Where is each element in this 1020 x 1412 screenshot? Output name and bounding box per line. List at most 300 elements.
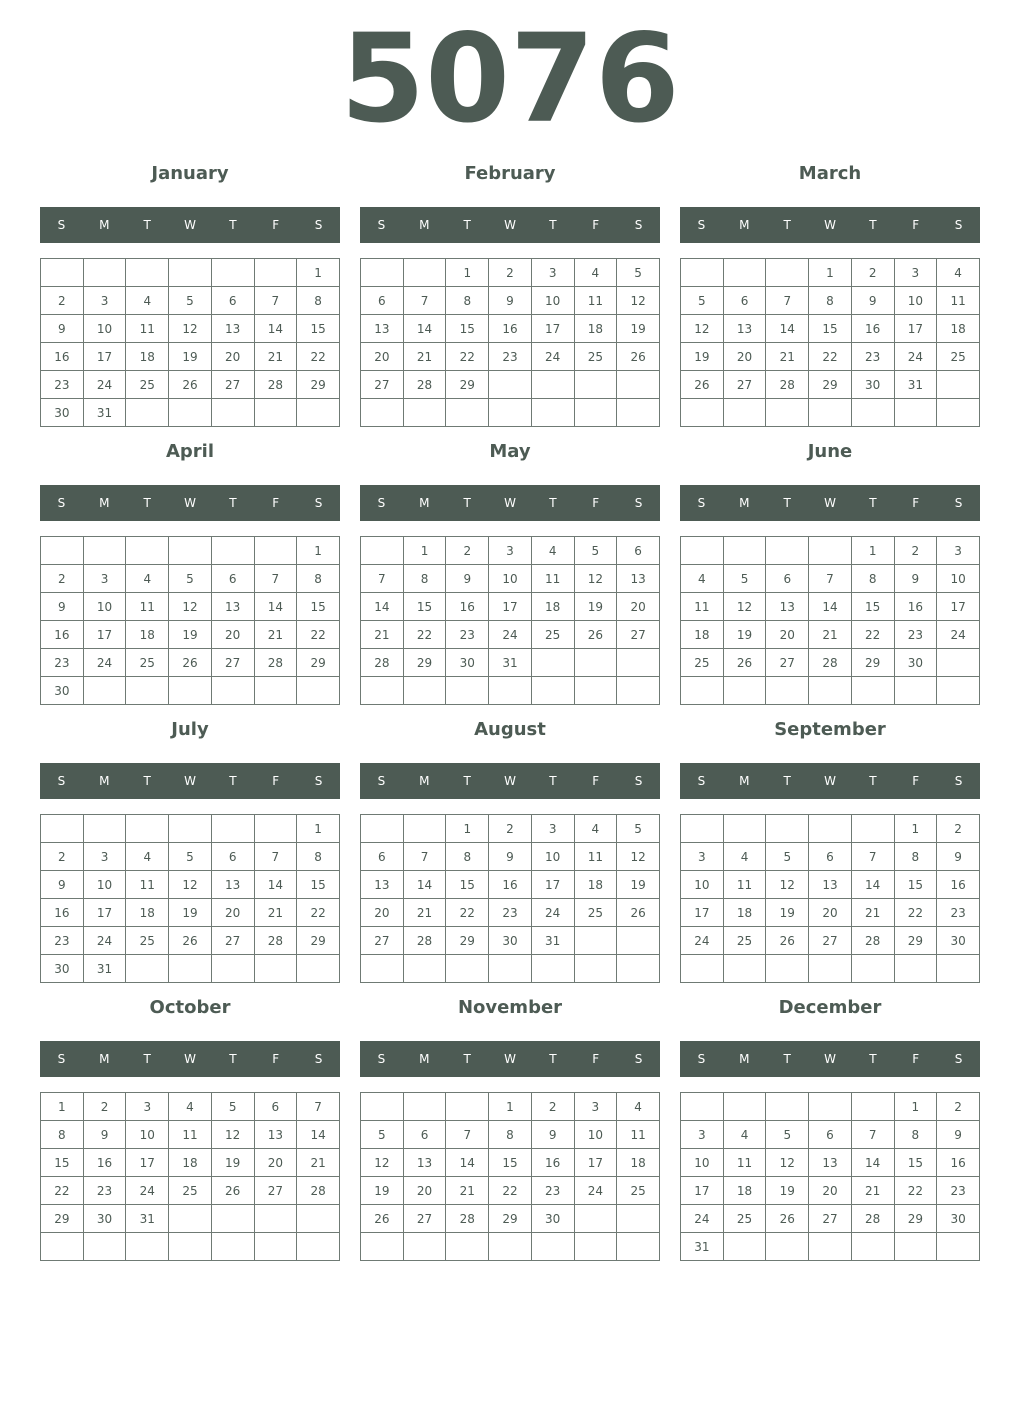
weekday-label: M [419, 496, 430, 510]
day-cell: 2 [937, 1093, 980, 1121]
empty-cell [894, 955, 937, 983]
day-cell: 2 [937, 815, 980, 843]
day-cell: 13 [617, 565, 660, 593]
day-cell: 28 [766, 371, 809, 399]
weekday-label: T [143, 1052, 151, 1066]
empty-cell [766, 1233, 809, 1261]
day-cell: 13 [211, 315, 254, 343]
day-cell: 7 [361, 565, 404, 593]
empty-cell [169, 955, 212, 983]
day-cell: 6 [766, 565, 809, 593]
day-cell: 26 [169, 649, 212, 677]
weekday-label: S [377, 496, 386, 510]
empty-cell [574, 927, 617, 955]
day-cell: 23 [489, 343, 532, 371]
month-name: November [457, 997, 563, 1018]
day-cell: 26 [361, 1205, 404, 1233]
empty-cell [937, 1233, 980, 1261]
empty-cell [403, 1233, 446, 1261]
empty-cell [723, 399, 766, 427]
day-cell: 7 [254, 843, 297, 871]
day-cell: 12 [617, 843, 660, 871]
weekday-label: W [824, 496, 836, 510]
weekday-label: M [419, 774, 430, 788]
day-cell: 12 [169, 871, 212, 899]
day-cell: 30 [446, 649, 489, 677]
day-cell: 3 [126, 1093, 169, 1121]
day-cell: 4 [126, 843, 169, 871]
week-row [681, 399, 980, 427]
day-cell: 5 [211, 1093, 254, 1121]
day-cell: 18 [574, 315, 617, 343]
day-grid [680, 258, 980, 427]
month-name: September [774, 719, 886, 740]
day-cell: 15 [894, 871, 937, 899]
day-cell: 25 [126, 649, 169, 677]
day-cell: 16 [894, 593, 937, 621]
day-cell: 15 [297, 315, 340, 343]
day-cell: 20 [361, 899, 404, 927]
day-cell: 11 [937, 287, 980, 315]
day-cell: 29 [894, 927, 937, 955]
day-cell: 5 [723, 565, 766, 593]
weekday-label: F [912, 774, 920, 788]
day-cell: 9 [937, 843, 980, 871]
empty-cell [723, 955, 766, 983]
day-cell: 11 [723, 871, 766, 899]
day-cell: 6 [254, 1093, 297, 1121]
week-row [41, 1233, 340, 1261]
empty-cell [169, 815, 212, 843]
day-cell: 5 [766, 843, 809, 871]
weekday-label: F [592, 496, 600, 510]
empty-cell [489, 371, 532, 399]
day-cell: 30 [41, 677, 84, 705]
day-cell: 30 [894, 649, 937, 677]
day-cell: 7 [254, 287, 297, 315]
month-name: March [798, 163, 862, 184]
week-row [41, 565, 340, 593]
empty-cell [297, 955, 340, 983]
day-cell: 8 [446, 287, 489, 315]
day-cell: 12 [169, 593, 212, 621]
week-row [361, 1177, 660, 1205]
day-cell: 14 [254, 315, 297, 343]
day-cell: 16 [41, 899, 84, 927]
day-cell: 21 [446, 1177, 489, 1205]
week-row [681, 843, 980, 871]
day-cell: 8 [41, 1121, 84, 1149]
weekday-label: S [314, 496, 323, 510]
day-cell: 27 [723, 371, 766, 399]
day-cell: 10 [681, 1149, 724, 1177]
day-cell: 27 [809, 927, 852, 955]
day-cell: 19 [211, 1149, 254, 1177]
week-row [681, 1177, 980, 1205]
empty-cell [211, 815, 254, 843]
day-cell: 2 [489, 815, 532, 843]
empty-cell [446, 1233, 489, 1261]
day-cell: 20 [361, 343, 404, 371]
weekday-label: T [783, 774, 791, 788]
day-cell: 16 [851, 315, 894, 343]
week-row [41, 1177, 340, 1205]
empty-cell [403, 1093, 446, 1121]
empty-cell [681, 815, 724, 843]
day-cell: 3 [937, 537, 980, 565]
day-cell: 11 [126, 593, 169, 621]
empty-cell [851, 955, 894, 983]
empty-cell [297, 399, 340, 427]
month-name: October [149, 997, 231, 1018]
day-cell: 12 [169, 315, 212, 343]
empty-cell [809, 1093, 852, 1121]
weekday-label: S [697, 218, 706, 232]
weekday-label: T [143, 218, 151, 232]
week-row [361, 1093, 660, 1121]
day-cell: 4 [126, 287, 169, 315]
weekday-label: S [377, 774, 386, 788]
day-cell: 2 [489, 259, 532, 287]
empty-cell [937, 399, 980, 427]
day-cell: 21 [766, 343, 809, 371]
weekday-label: T [549, 1052, 557, 1066]
weekday-label: W [184, 496, 196, 510]
weekday-header [680, 485, 980, 521]
week-row [681, 1121, 980, 1149]
day-cell: 17 [83, 899, 126, 927]
day-cell: 20 [211, 899, 254, 927]
empty-cell [894, 1233, 937, 1261]
day-cell: 14 [361, 593, 404, 621]
empty-cell [851, 677, 894, 705]
day-cell: 31 [83, 399, 126, 427]
empty-cell [41, 1233, 84, 1261]
day-cell: 29 [403, 649, 446, 677]
week-row [41, 815, 340, 843]
day-cell: 12 [766, 871, 809, 899]
day-cell: 16 [937, 1149, 980, 1177]
day-cell: 5 [574, 537, 617, 565]
day-cell: 28 [254, 927, 297, 955]
weekday-label: F [912, 1052, 920, 1066]
day-cell: 19 [574, 593, 617, 621]
day-cell: 27 [617, 621, 660, 649]
day-cell: 25 [617, 1177, 660, 1205]
empty-cell [574, 399, 617, 427]
weekday-label: F [912, 496, 920, 510]
day-cell: 3 [681, 1121, 724, 1149]
weekday-label: F [272, 218, 280, 232]
empty-cell [446, 399, 489, 427]
day-cell: 24 [574, 1177, 617, 1205]
day-cell: 9 [894, 565, 937, 593]
day-cell: 19 [617, 871, 660, 899]
week-row [41, 537, 340, 565]
day-cell: 12 [681, 315, 724, 343]
day-cell: 30 [83, 1205, 126, 1233]
weekday-label: F [272, 774, 280, 788]
empty-cell [83, 537, 126, 565]
day-cell: 10 [83, 315, 126, 343]
day-cell: 17 [531, 871, 574, 899]
day-cell: 26 [169, 371, 212, 399]
weekday-label: T [229, 218, 237, 232]
week-row [361, 649, 660, 677]
day-cell: 11 [723, 1149, 766, 1177]
weekday-label: S [954, 1052, 963, 1066]
week-row [41, 899, 340, 927]
day-cell: 29 [489, 1205, 532, 1233]
day-cell: 24 [489, 621, 532, 649]
day-cell: 21 [254, 621, 297, 649]
week-row [41, 343, 340, 371]
weekday-header [680, 207, 980, 243]
day-cell: 25 [574, 899, 617, 927]
weekday-label: M [739, 496, 750, 510]
day-cell: 28 [297, 1177, 340, 1205]
empty-cell [937, 955, 980, 983]
day-cell: 8 [446, 843, 489, 871]
empty-cell [851, 399, 894, 427]
empty-cell [446, 1093, 489, 1121]
week-row [361, 1233, 660, 1261]
weekday-label: S [57, 496, 66, 510]
day-cell: 24 [531, 343, 574, 371]
day-cell: 20 [723, 343, 766, 371]
empty-cell [297, 1233, 340, 1261]
empty-cell [254, 1205, 297, 1233]
empty-cell [937, 371, 980, 399]
day-cell: 6 [809, 1121, 852, 1149]
day-cell: 21 [403, 343, 446, 371]
week-row [361, 315, 660, 343]
day-cell: 15 [894, 1149, 937, 1177]
empty-cell [723, 259, 766, 287]
day-cell: 27 [361, 371, 404, 399]
empty-cell [681, 677, 724, 705]
day-cell: 27 [254, 1177, 297, 1205]
day-cell: 18 [126, 343, 169, 371]
day-cell: 14 [446, 1149, 489, 1177]
day-cell: 5 [617, 815, 660, 843]
day-cell: 20 [403, 1177, 446, 1205]
day-cell: 18 [126, 621, 169, 649]
day-cell: 22 [297, 621, 340, 649]
week-row [41, 315, 340, 343]
weekday-label: F [272, 496, 280, 510]
week-row [361, 621, 660, 649]
day-cell: 6 [211, 287, 254, 315]
day-cell: 9 [489, 843, 532, 871]
day-cell: 27 [211, 927, 254, 955]
day-cell: 27 [403, 1205, 446, 1233]
day-cell: 1 [894, 1093, 937, 1121]
day-cell: 3 [531, 259, 574, 287]
day-cell: 5 [766, 1121, 809, 1149]
weekday-label: M [739, 1052, 750, 1066]
weekday-label: W [184, 218, 196, 232]
week-row [361, 815, 660, 843]
month-name: April [165, 441, 215, 462]
empty-cell [361, 1093, 404, 1121]
day-cell: 25 [169, 1177, 212, 1205]
weekday-label: W [184, 774, 196, 788]
day-cell: 17 [531, 315, 574, 343]
week-row [681, 593, 980, 621]
day-cell: 29 [297, 371, 340, 399]
weekday-header [40, 763, 340, 799]
week-row [361, 399, 660, 427]
day-cell: 17 [681, 899, 724, 927]
week-row [681, 899, 980, 927]
day-cell: 10 [681, 871, 724, 899]
day-cell: 23 [937, 899, 980, 927]
day-cell: 2 [83, 1093, 126, 1121]
empty-cell [126, 537, 169, 565]
day-cell: 17 [489, 593, 532, 621]
day-cell: 3 [83, 565, 126, 593]
day-cell: 17 [126, 1149, 169, 1177]
week-row [361, 899, 660, 927]
weekday-label: T [463, 218, 471, 232]
day-cell: 24 [83, 927, 126, 955]
day-cell: 5 [169, 843, 212, 871]
day-cell: 4 [574, 815, 617, 843]
day-cell: 18 [681, 621, 724, 649]
day-cell: 9 [446, 565, 489, 593]
week-row [361, 1121, 660, 1149]
empty-cell [681, 1093, 724, 1121]
day-cell: 1 [446, 259, 489, 287]
week-row [41, 955, 340, 983]
day-cell: 4 [723, 843, 766, 871]
empty-cell [809, 677, 852, 705]
day-cell: 8 [297, 843, 340, 871]
day-cell: 15 [297, 871, 340, 899]
day-cell: 23 [489, 899, 532, 927]
empty-cell [211, 1233, 254, 1261]
empty-cell [254, 537, 297, 565]
day-cell: 25 [681, 649, 724, 677]
day-cell: 26 [681, 371, 724, 399]
day-cell: 7 [446, 1121, 489, 1149]
day-cell: 8 [894, 1121, 937, 1149]
weekday-label: T [463, 1052, 471, 1066]
empty-cell [403, 399, 446, 427]
day-grid [360, 536, 660, 705]
month-name: February [464, 163, 556, 184]
empty-cell [681, 399, 724, 427]
day-cell: 7 [766, 287, 809, 315]
day-cell: 21 [809, 621, 852, 649]
empty-cell [361, 259, 404, 287]
weekday-label: S [314, 1052, 323, 1066]
day-cell: 7 [297, 1093, 340, 1121]
week-row [681, 649, 980, 677]
empty-cell [126, 259, 169, 287]
day-cell: 6 [723, 287, 766, 315]
empty-cell [211, 399, 254, 427]
day-cell: 15 [809, 315, 852, 343]
weekday-label: F [592, 1052, 600, 1066]
day-cell: 28 [851, 1205, 894, 1233]
day-cell: 23 [531, 1177, 574, 1205]
weekday-label: T [869, 496, 877, 510]
week-row [681, 259, 980, 287]
empty-cell [403, 815, 446, 843]
day-cell: 13 [211, 871, 254, 899]
weekday-label: S [314, 218, 323, 232]
day-cell: 11 [681, 593, 724, 621]
day-cell: 8 [403, 565, 446, 593]
day-cell: 29 [297, 927, 340, 955]
weekday-label: W [824, 1052, 836, 1066]
day-cell: 14 [254, 871, 297, 899]
day-cell: 11 [574, 843, 617, 871]
day-cell: 16 [489, 871, 532, 899]
day-cell: 22 [894, 899, 937, 927]
weekday-label: S [314, 774, 323, 788]
day-cell: 15 [403, 593, 446, 621]
empty-cell [489, 677, 532, 705]
empty-cell [766, 955, 809, 983]
day-cell: 28 [254, 649, 297, 677]
empty-cell [723, 1233, 766, 1261]
day-cell: 3 [574, 1093, 617, 1121]
empty-cell [809, 815, 852, 843]
day-cell: 3 [531, 815, 574, 843]
day-cell: 13 [361, 871, 404, 899]
empty-cell [937, 677, 980, 705]
empty-cell [361, 537, 404, 565]
day-cell: 26 [723, 649, 766, 677]
day-cell: 4 [937, 259, 980, 287]
day-cell: 23 [851, 343, 894, 371]
day-cell: 5 [681, 287, 724, 315]
week-row [41, 259, 340, 287]
day-cell: 27 [211, 371, 254, 399]
day-cell: 25 [937, 343, 980, 371]
day-cell: 24 [894, 343, 937, 371]
day-cell: 1 [403, 537, 446, 565]
weekday-label: S [954, 496, 963, 510]
day-cell: 11 [169, 1121, 212, 1149]
day-cell: 11 [531, 565, 574, 593]
week-row [361, 1149, 660, 1177]
day-cell: 17 [574, 1149, 617, 1177]
day-cell: 6 [809, 843, 852, 871]
day-cell: 18 [574, 871, 617, 899]
day-cell: 26 [766, 1205, 809, 1233]
day-grid [360, 258, 660, 427]
empty-cell [169, 1233, 212, 1261]
weekday-label: W [504, 774, 516, 788]
empty-cell [126, 677, 169, 705]
empty-cell [809, 955, 852, 983]
week-row [41, 1121, 340, 1149]
empty-cell [169, 399, 212, 427]
day-cell: 19 [766, 899, 809, 927]
weekday-label: W [504, 218, 516, 232]
day-cell: 12 [361, 1149, 404, 1177]
empty-cell [617, 371, 660, 399]
day-cell: 6 [361, 287, 404, 315]
day-cell: 11 [126, 871, 169, 899]
empty-cell [531, 677, 574, 705]
day-cell: 2 [41, 565, 84, 593]
empty-cell [574, 371, 617, 399]
